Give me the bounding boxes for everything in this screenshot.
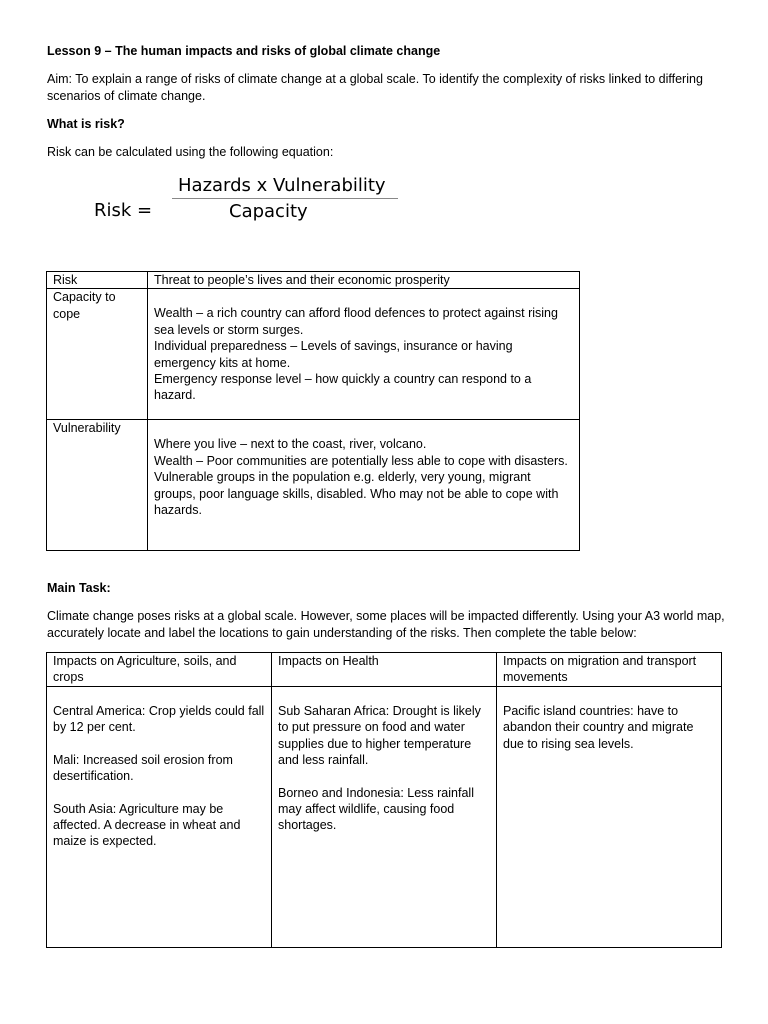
impact-entry: Sub Saharan Africa: Drought is likely to put pressure on food and water supplies due to higher temperature and less rainfall. (278, 704, 481, 768)
what-is-risk-heading: What is risk? (47, 117, 125, 131)
health-cell (272, 687, 497, 948)
content-line: Where you live – next to the coast, river, volcano. (154, 437, 427, 452)
fraction-bar (172, 198, 398, 199)
impacts-content-row (47, 687, 722, 948)
impact-entry: Central America: Crop yields could fall by 12 per cent. (53, 704, 265, 735)
table-row (47, 289, 580, 420)
risk-table-header-cell: Risk (47, 272, 148, 289)
impacts-header-row (47, 653, 722, 687)
equation-lhs: Risk = (94, 200, 153, 221)
main-task-text: Climate change poses risks at a global scale. However, some places will be impacted differently. Using your A3 world map, accurately locate and label the locations to gain understanding of the risks. Then complete the table below: (47, 609, 725, 640)
aim-text: Aim: To explain a range of risks of climate change at a global scale. To identify the complexity of risks linked to differing scenarios of climate change. (47, 72, 703, 103)
risk-table (46, 271, 580, 551)
impacts-table (46, 652, 722, 948)
impact-entry: South Asia: Agriculture may be affected. A decrease in wheat and maize is expected. (53, 801, 241, 849)
agriculture-cell (47, 687, 272, 948)
row-label: Capacity to cope (47, 289, 148, 420)
migration-cell (497, 687, 722, 948)
risk-intro: Risk can be calculated using the following equation: (47, 145, 334, 159)
lesson-title: Lesson 9 – The human impacts and risks of global climate change (47, 44, 441, 58)
row-content (148, 420, 580, 551)
row-label: Vulnerability (47, 420, 148, 551)
column-header: Impacts on migration and transport movements (497, 653, 722, 687)
column-header: Impacts on Health (272, 653, 497, 687)
equation-numerator: Hazards x Vulnerability (178, 175, 386, 196)
risk-table-header-cell: Threat to people’s lives and their economic prosperity (148, 272, 580, 289)
main-task-heading: Main Task: (47, 581, 111, 595)
impact-entry: Borneo and Indonesia: Less rainfall may affect wildlife, causing food shortages. (278, 785, 474, 833)
content-line: Wealth – Poor communities are potentially less able to cope with disasters. (154, 453, 568, 468)
content-line: Emergency response level – how quickly a country can respond to a hazard. (154, 372, 532, 403)
impact-entry: Pacific island countries: have to abandon their country and migrate due to rising sea levels. (503, 704, 694, 751)
risk-table-header-row (47, 272, 580, 289)
impact-entry: Mali: Increased soil erosion from desertification. (53, 752, 233, 784)
content-line: Wealth – a rich country can afford flood defences to protect against rising sea levels or storm surges. (154, 306, 558, 337)
column-header: Impacts on Agriculture, soils, and crops (47, 653, 272, 687)
row-content (148, 289, 580, 420)
content-line: Individual preparedness – Levels of savings, insurance or having emergency kits at home. (154, 339, 513, 370)
content-line: Vulnerable groups in the population e.g. elderly, very young, migrant groups, poor language skills, disabled. Who may not be able to cope with hazards. (154, 470, 559, 518)
table-row (47, 420, 580, 551)
equation-denominator: Capacity (229, 201, 308, 222)
